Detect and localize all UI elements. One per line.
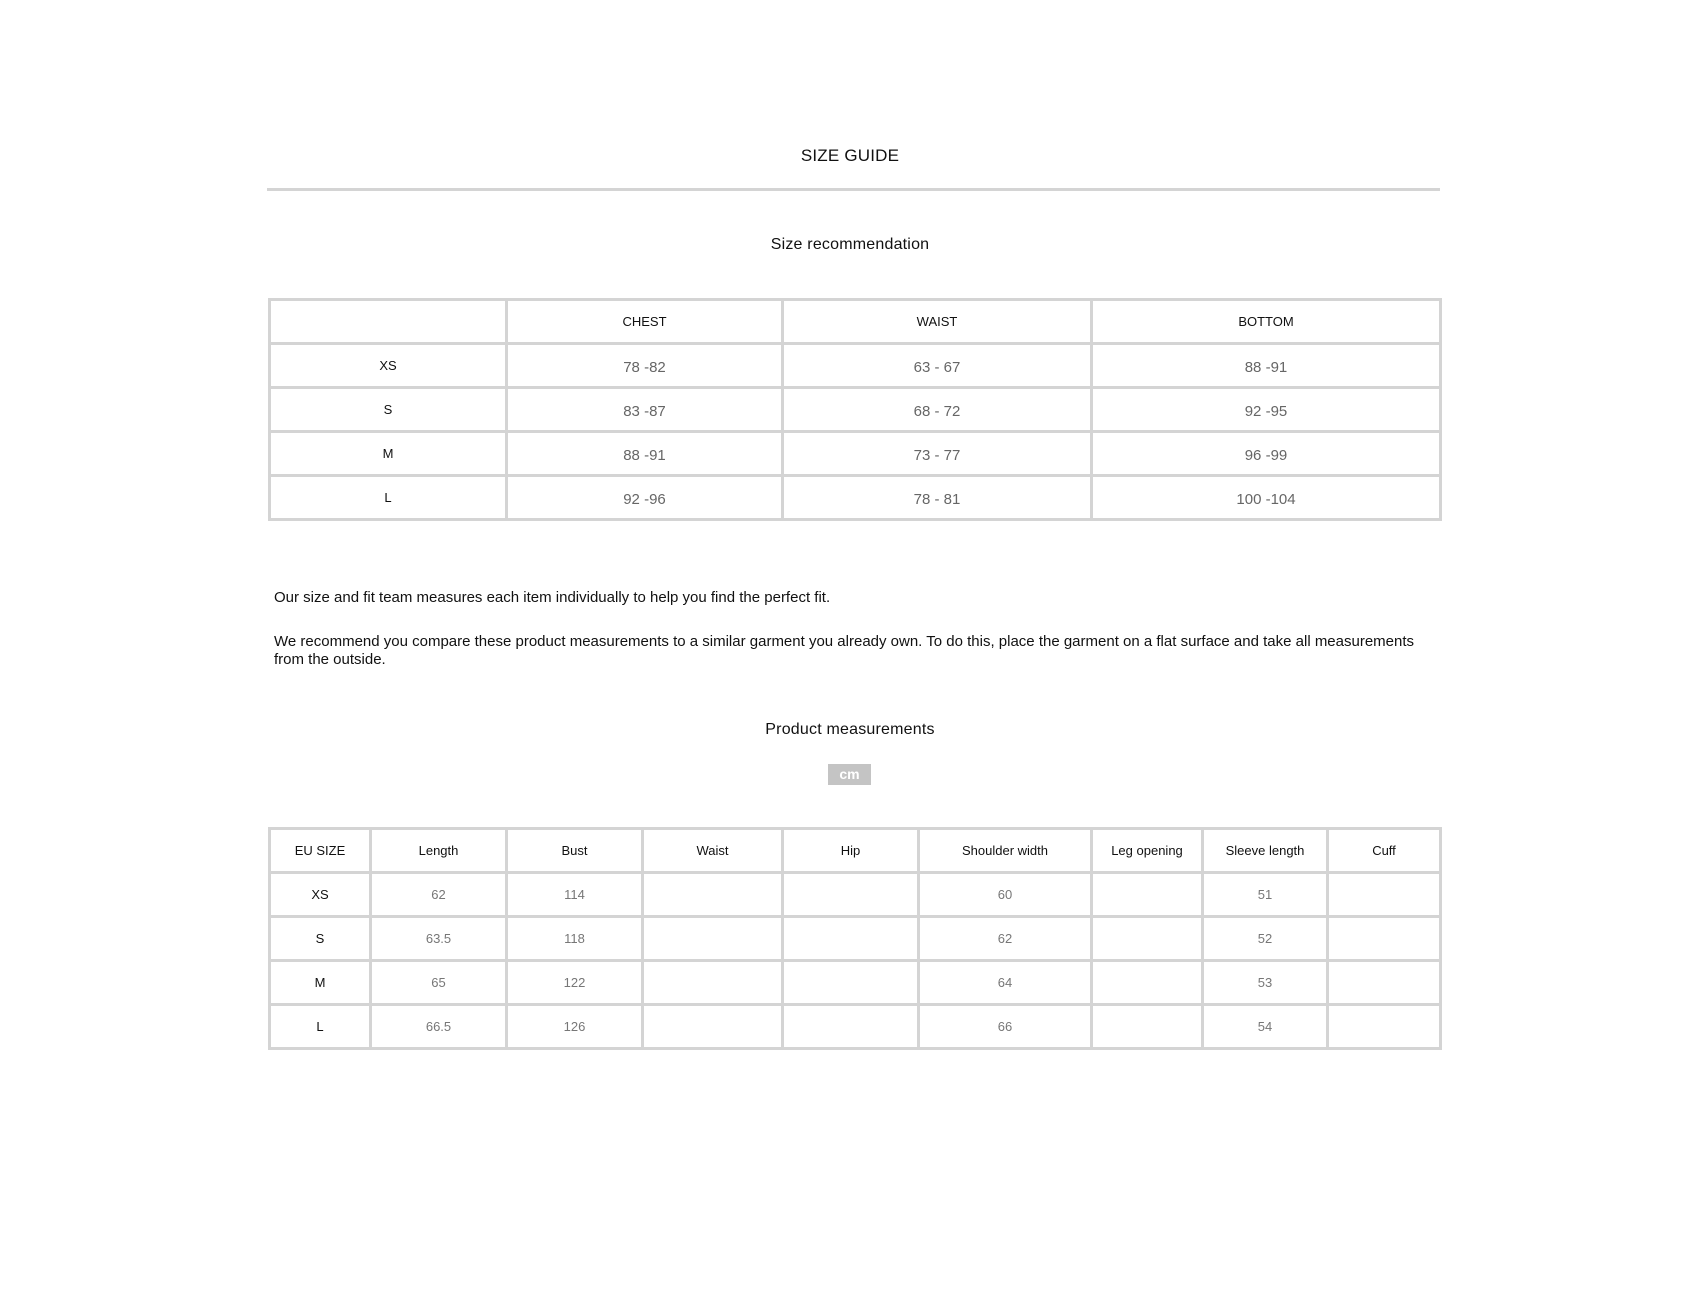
header-cell-length: Length xyxy=(371,829,507,873)
bust-cell: 122 xyxy=(507,961,643,1005)
chest-cell: 88 -91 xyxy=(507,432,783,476)
leg-opening-cell xyxy=(1092,961,1203,1005)
hip-cell xyxy=(783,917,919,961)
waist-cell xyxy=(643,873,783,917)
hip-cell xyxy=(783,1005,919,1049)
leg-opening-cell xyxy=(1092,1005,1203,1049)
bust-cell: 126 xyxy=(507,1005,643,1049)
bust-cell: 114 xyxy=(507,873,643,917)
sleeve-length-cell: 54 xyxy=(1203,1005,1328,1049)
table-row xyxy=(270,961,1441,1005)
header-cell-shoulder-width: Shoulder width xyxy=(919,829,1092,873)
size-cell: S xyxy=(270,388,507,432)
length-cell: 65 xyxy=(371,961,507,1005)
waist-cell xyxy=(643,961,783,1005)
header-cell-waist: Waist xyxy=(643,829,783,873)
header-cell-leg-opening: Leg opening xyxy=(1092,829,1203,873)
sleeve-length-cell: 51 xyxy=(1203,873,1328,917)
size-cell: XS xyxy=(270,344,507,388)
measuring-instructions: We recommend you compare these product measurements to a similar garment you already own. To do this, place the garment on a flat surface and take all measurements from the outside. xyxy=(274,633,1415,668)
size-cell: M xyxy=(270,432,507,476)
unit-badge: cm xyxy=(828,764,871,785)
header-cell-cuff: Cuff xyxy=(1328,829,1441,873)
header-cell-eu-size: EU SIZE xyxy=(270,829,371,873)
hip-cell xyxy=(783,873,919,917)
shoulder-width-cell: 60 xyxy=(919,873,1092,917)
header-cell-chest: CHEST xyxy=(507,300,783,344)
sleeve-length-cell: 53 xyxy=(1203,961,1328,1005)
table-row xyxy=(270,432,1441,476)
chest-cell: 78 -82 xyxy=(507,344,783,388)
length-cell: 62 xyxy=(371,873,507,917)
table-header-row xyxy=(270,300,1441,344)
table-header-row xyxy=(270,829,1441,873)
size-cell: XS xyxy=(270,873,371,917)
bottom-cell: 100 -104 xyxy=(1092,476,1441,520)
size-cell: L xyxy=(270,476,507,520)
waist-cell xyxy=(643,917,783,961)
waist-cell xyxy=(643,1005,783,1049)
product-measurements-table xyxy=(268,827,1442,1050)
waist-cell: 63 - 67 xyxy=(783,344,1092,388)
bottom-cell: 92 -95 xyxy=(1092,388,1441,432)
waist-cell: 73 - 77 xyxy=(783,432,1092,476)
header-cell-bottom: BOTTOM xyxy=(1092,300,1441,344)
title-divider xyxy=(267,188,1440,191)
header-cell-sleeve-length: Sleeve length xyxy=(1203,829,1328,873)
cuff-cell xyxy=(1328,917,1441,961)
page-title: SIZE GUIDE xyxy=(800,146,900,165)
waist-cell: 78 - 81 xyxy=(783,476,1092,520)
cuff-cell xyxy=(1328,1005,1441,1049)
leg-opening-cell xyxy=(1092,873,1203,917)
shoulder-width-cell: 66 xyxy=(919,1005,1092,1049)
size-recommendation-heading: Size recommendation xyxy=(770,236,930,253)
bottom-cell: 88 -91 xyxy=(1092,344,1441,388)
chest-cell: 83 -87 xyxy=(507,388,783,432)
header-cell-waist: WAIST xyxy=(783,300,1092,344)
chest-cell: 92 -96 xyxy=(507,476,783,520)
product-measurements-heading: Product measurements xyxy=(765,721,935,738)
table-row xyxy=(270,917,1441,961)
header-cell-hip: Hip xyxy=(783,829,919,873)
table-row xyxy=(270,388,1441,432)
header-cell-empty xyxy=(270,300,507,344)
cuff-cell xyxy=(1328,961,1441,1005)
length-cell: 66.5 xyxy=(371,1005,507,1049)
table-row xyxy=(270,1005,1441,1049)
leg-opening-cell xyxy=(1092,917,1203,961)
shoulder-width-cell: 64 xyxy=(919,961,1092,1005)
table-row xyxy=(270,873,1441,917)
table-row xyxy=(270,476,1441,520)
shoulder-width-cell: 62 xyxy=(919,917,1092,961)
length-cell: 63.5 xyxy=(371,917,507,961)
sleeve-length-cell: 52 xyxy=(1203,917,1328,961)
size-recommendation-table xyxy=(268,298,1442,521)
header-cell-bust: Bust xyxy=(507,829,643,873)
bust-cell: 118 xyxy=(507,917,643,961)
table-row xyxy=(270,344,1441,388)
bottom-cell: 96 -99 xyxy=(1092,432,1441,476)
size-cell: S xyxy=(270,917,371,961)
waist-cell: 68 - 72 xyxy=(783,388,1092,432)
hip-cell xyxy=(783,961,919,1005)
size-cell: L xyxy=(270,1005,371,1049)
cuff-cell xyxy=(1328,873,1441,917)
fit-team-note: Our size and fit team measures each item individually to help you find the perfect fit. xyxy=(274,589,831,606)
size-cell: M xyxy=(270,961,371,1005)
